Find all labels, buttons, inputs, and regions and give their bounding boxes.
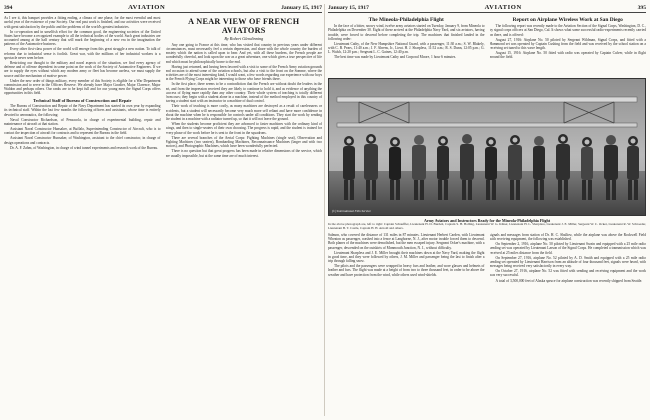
right-page — [328, 4, 646, 416]
flight-article — [328, 16, 485, 76]
paragraph: Salmon, who covered the distance of 131 miles in 87 minutes. Lieutenant Herbert Carden, with Lieutenant Wheaton as passenger, crashed into a fence at Langhorne, N. J., after motor trouble forced them to descend. Both planes of the machines were demolished, but the men escaped injury. Sergeant Ocker's machine, with a passenger, descended on the outskirts of Monmouth Junction, N. J., without difficulty. — [328, 232, 485, 250]
photo-caption-title: Army Aviators and Instructors Ready for the Mineola-Philadelphia Flight — [423, 218, 551, 223]
aviators-photo-image — [329, 79, 646, 216]
left-page-number: 394 — [4, 5, 13, 11]
paragraph: Having just returned, and having been favored with a visit to some of the French Army aviation grounds and occasion to attend some of the aviation schools, but also a visit to the front on the Somme, where the activities are of the most interesting kind, I would want, a few words regarding our experience with our boys in the French Flying Corps might be interesting to those who have friends there. — [165, 64, 322, 82]
right-page-number: 395 — [637, 5, 646, 11]
article-byline: By Robert Glendinning — [224, 35, 264, 41]
paragraph: In the first place, there seems to be a contradiction that the French are without doubt the leaders in the art, and from the impression received they are likely to continue to hold it, and as evidence of anything the success of flying more rapidly than any other country. Their whole system of teaching is totally different from ours; they begin with a student alone in a machine, instead of the method employed in this country of having a student start with an instructor in a machine of dual control. — [165, 82, 322, 104]
right-journal-title: AVIATION — [484, 4, 522, 11]
right-running-head — [328, 4, 646, 13]
paragraph: There is no question but that great progress has been made in relative dimensions of the service, which are usually impossible, but at the same time are of much interest. — [165, 149, 322, 158]
flight-article-title: The Mineola-Philadelphia Flight — [368, 17, 444, 23]
paragraph: August 27, 1916: Airplane No. 50 piloted by Sergeant Wildman, Signal Corps, and fitted with a Hammond set was operated by Captain Cushing from the field and was received by the school station on a receiving set tuned to this wave length. — [489, 37, 646, 51]
paragraph: On October 27, 1916, airplane No. 52 was fitted with sending and receiving equipment and the work was very successful. — [489, 269, 646, 278]
paragraph: Any one going to France at this time, who has visited that country in previous years under different circumstances, must necessarily feel a certain depression, and share with the whole country the burden of anxiety which the nation is called upon to bear. And yet, with all these burdens, the French people are wonderfully cheerful, and look upon the war as a great adventure, one which gives a true perspective of life and which must be philosophically borne to the end. — [165, 42, 322, 64]
paragraph: Their work of teaching is more costly, as many machines are destroyed as a result of carelessness or accidents, but a student will necessarily become very much more self reliant and have more confidence in about the machine when he is responsible for controls under all conditions. They start the work by sending the student in a machine with a radiator turned up, so that it will not leave the ground. — [165, 104, 322, 122]
paragraph: Assistant Naval Constructor Hunsaker, at Buffalo, Superintending Constructor of Aircraft, who is to contact the inspection of aircraft for contracts and to represent the Bureau in the field. — [4, 127, 161, 136]
page-gutter — [324, 4, 325, 416]
paragraph: In the face of a bitter, snowy wind, twelve army aviators started on Tuesday, January 9, from Mineola to Philadelphia on December 30. Eight of these arrived at the Philadelphia Navy Yard, and six aviators, having trouble, were forced to descend before completing the trip. The machines that finished landed in the following order: — [328, 24, 485, 41]
paragraph: When the students become proficient they are advanced to faster machines with the ordinary kind of wings, and then to single-seaters of their own choosing. The progress is rapid, and the student is trained for every phase of the work before he is sent to the front in the squadrons. — [165, 122, 322, 135]
left-journal-title: AVIATION — [128, 4, 166, 11]
paragraph: Restricting our thought to the military and naval aspects of the situation, we find every agency of defense and of offense dependent in some point on the work of the Society of Automotive Engineers. If we are to supply the eyes without which any modern army or fleet has become useless, we must supply the source and the mechanism of motive power. — [4, 60, 161, 78]
photo-caption-text: In the above photograph are, left to right: Captain Schauffler, Lieutenant H. D. Burdett, Captain S. H. Bolling, Lieutenant W. G. Kilner, Lieutenant H. L. Sharpless, Lieutenant J. E. Miller, Sergeant W. C. Ocker, Lieutenant R. W. Schroeder, Lieutenant B. T. Castle, Captain H. H. Arnold and others. — [328, 222, 646, 230]
paragraph: There are several branches of the Aerial Corps: Fighting Machines (single seat), Observation and Fighting Machines (two seaters), Bombarding Machines, Reconnaissance Machines (larger and with two motors), and Photographic Machines, which have been wonderfully perfected. — [165, 135, 322, 149]
right-date: January 15, 1917 — [328, 5, 369, 11]
left-running-head — [4, 4, 322, 13]
left-date: January 15, 1917 — [281, 5, 322, 11]
paragraph: Naval Constructor Richardson, of Pensacola, in charge of experimental building, repair and maintenance of aircraft at that station. — [4, 117, 161, 126]
paragraph: Every other first-class power of the world will emerge from this great struggle a new nation. To talk of reforms due to industrial sense is foolish. Great war, with the millions of her industrial workers is a spectacle never seen before. — [4, 47, 161, 60]
paragraph: The pilots and the passengers were wrapped in heavy furs and leather, and wore glasses and helmets of leather and furs. The flight was made at a height of from two to three thousand feet, in order to be above the weather and have protection from the wind, while others used wind-shields. — [328, 264, 485, 277]
paragraph: On September 2, 1916, airplane No. 50 piloted by Lieutenant Swain and equipped with a 25 mile radio sending set was operated by Lieutenant Larson of the Signal Corps. He completed a transmission which was received at 25 miles distance from the field. — [489, 242, 646, 255]
section-subhead: Technical Staff of Bureau of Construction and Repair — [33, 97, 132, 103]
paragraph: Lieutenant Sharpless and J. E. Miller brought their machines down at the Navy Yard, making the flight in good time, and they were followed by others, J. M. Miller and passenger being the last to finish after a trip through falling snow. — [328, 250, 485, 264]
report-article — [490, 16, 647, 76]
right-column-2 — [490, 233, 647, 403]
paragraph: Dr. A. F. Zahm, of Washington, in charge of wind tunnel experiments and research work of the Bureau. — [10, 145, 159, 150]
aviators-photograph — [328, 78, 646, 216]
right-column-1 — [328, 233, 485, 403]
paragraph: The best time was made by Lieutenant Cathy and Corporal Moore, 1 hour 6 minutes. — [334, 55, 457, 60]
report-article-title: Report on Airplane Wireless Work at San Diego — [512, 17, 623, 23]
paragraph: August 15, 1916: Airplane No. 50 fitted with radio was operated by Captain Culver, while in flight around the field. — [489, 51, 646, 60]
left-column-2 — [166, 16, 323, 416]
photo-credit: (C) International Film Service — [332, 209, 371, 213]
left-column-1 — [4, 16, 161, 416]
paragraph: Under the new order of things military, every member of this Society is eligible for a War Department commission and to serve in the Officers Reserve. We already have Major Goodier, Major Clarence, Major Waldon and perhaps others. Our ranks are to be kept full and for our young men the Signal Corps offers opportunities in this field. — [4, 78, 161, 96]
article-title: A NEAR VIEW OF FRENCH AVIATORS — [188, 17, 300, 35]
paragraph: Lieutenant Cathy, of the New Hampshire National Guard, with a passenger, 11:30 a.m.; S. W. Blakely, with C. B. Pears, 11:40 a.m.; J. F. Ahrens, Jr., Lieut. H. J. Sharpless, 11:52 a.m.; R. S. Dunn, 12:05 p.m.; G. L. Walsh, 12:20 p.m.; Sergeant L. C. Gaines, 12:40 p.m. — [328, 41, 485, 55]
paragraph: The Bureau of Construction and Repair of the Navy Department has started its own year by expanding its technical staff. Within the last few months the following officers and assistants, whose time is entirely devoted to aeronautics, the following: — [4, 104, 161, 117]
paragraph: In co-operation and in unselfish effort for the common good, the engineering societies of the United States have become a recognized example to all the technical bodies of the world. Such great industries are accounted among at the half century that will mark the beginning of a new era in the imagination the patterns of the Automotive business. — [4, 29, 161, 47]
paragraph: Assistant Naval Constructor Hunsaker, of Washington, assistant to the chief constructor, in charge of design operations and contracts. — [4, 136, 161, 145]
paragraph: As I see it, this banquet provides a fitting ending, a climax of one phase, for the most eventful and most useful year of the existence of your Society. Our real past work is finished, and our activities were received with great satisfaction by the public and the problems of the world's greatest industries. — [4, 16, 161, 29]
paragraph: On September 27, 1916, airplane No. 52 piloted by A. D. Smith and equipped with a 25 mile radio sending set operated by Lieutenant Harrison from an altitude of four thousand feet, signals were heard, with messages being received very satisfactorily in every way. — [489, 255, 646, 269]
paragraph: signals and messages from station of Dr. H. C. Shallow, while the airplane was above the Rockwell Field with receiving equipment, the following was established. — [489, 232, 646, 242]
paragraph: The following report was recently made to the Aviation Section of the Signal Corps, Washington, D. C., by signal corps officers at San Diego, Cal. It shows what some successful radio-experiments recently carried on there, and is offered: — [489, 24, 646, 37]
paragraph: A total of 3,500,000 feet of Alaska spruce for airplane construction was recently shipped from Seattle. — [495, 278, 643, 283]
left-page — [4, 4, 322, 416]
